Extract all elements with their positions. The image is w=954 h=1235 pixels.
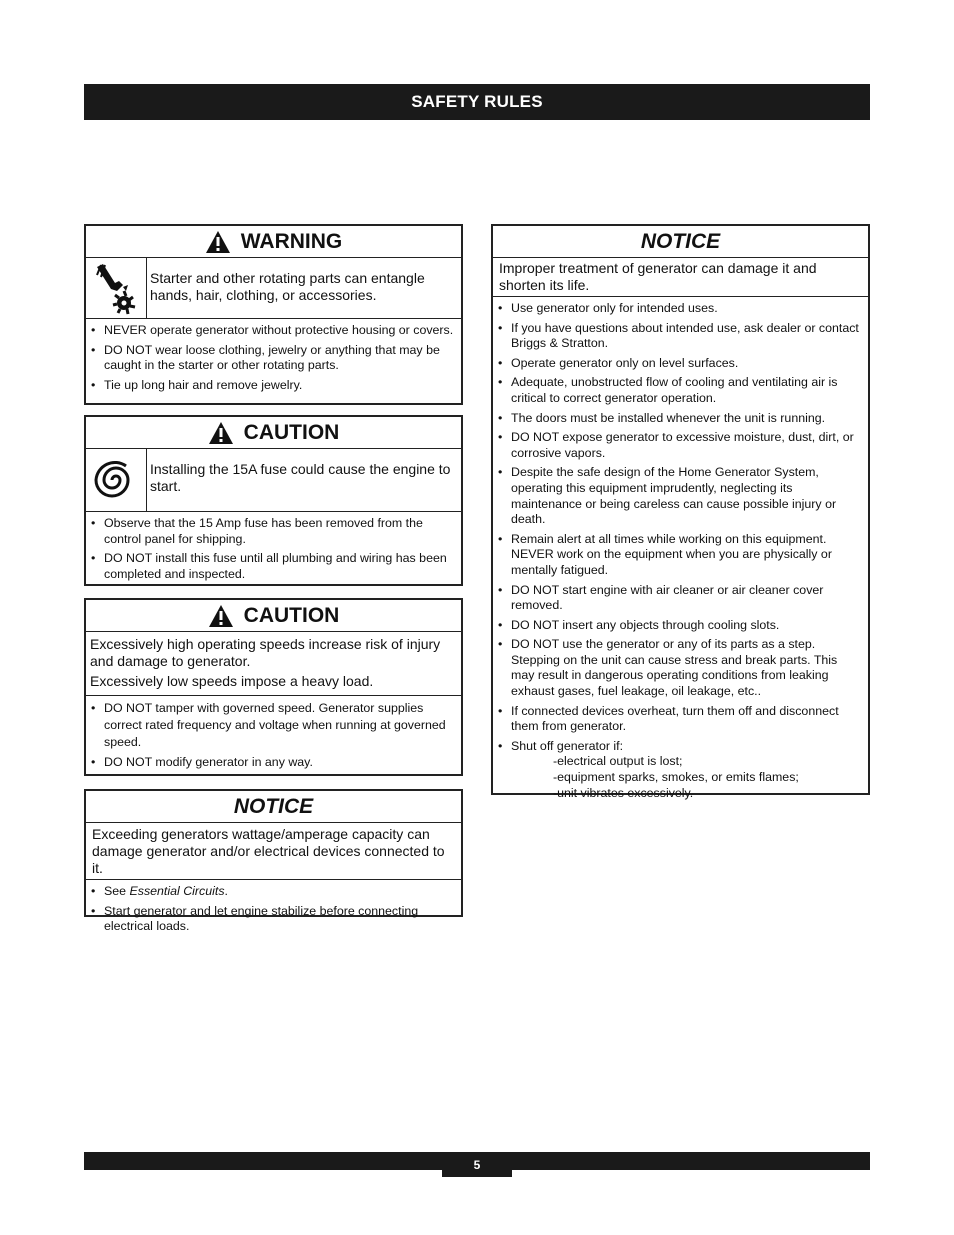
- list-item: • Use generator only for intended uses.: [511, 301, 862, 317]
- list-item: • Remain alert at all times while working on this equipment. NEVER work on the equipment when you are physically or mentally fatigued.: [511, 532, 862, 579]
- notice-capacity-title-bar: [86, 791, 461, 823]
- essential-circuits-reference: Essential Circuits: [129, 884, 225, 898]
- caution-fuse-box: [84, 415, 463, 586]
- warning-bullet-list: [86, 319, 461, 403]
- list-item: • Observe that the 15 Amp fuse has been removed from the control panel for shipping.: [104, 516, 455, 547]
- caution-speed-title-bar: [86, 600, 461, 632]
- page-number-tab: [442, 1152, 512, 1177]
- caution-speed-title: CAUTION: [243, 603, 340, 627]
- list-item: • DO NOT use the generator or any of its parts as a step. Stepping on the unit can cause stress and break parts. This may result in dangerous operating conditions from leaking exhaust gases, fuel leakage, oil leakage, etc..: [511, 637, 862, 699]
- list-item: • DO NOT tamper with governed speed. Generator supplies correct rated frequency and voltage when running at governed speed.: [104, 700, 455, 751]
- list-item: • DO NOT insert any objects through cooling slots.: [511, 618, 862, 634]
- notice-treatment-title: NOTICE: [640, 229, 721, 253]
- caution-fuse-title-bar: [86, 417, 461, 449]
- notice-treatment-title-bar: [493, 226, 868, 258]
- list-item: • If you have questions about intended use, ask dealer or contact Briggs & Stratton.: [511, 321, 862, 352]
- caution-speed-bullet-list: [86, 696, 461, 781]
- caution-fuse-message: Installing the 15A fuse could cause the engine to start.: [150, 461, 451, 494]
- notice-capacity-title: NOTICE: [233, 794, 314, 818]
- list-item: • DO NOT modify generator in any way.: [104, 755, 455, 771]
- list-item: • DO NOT start engine with air cleaner or air cleaner cover removed.: [511, 583, 862, 614]
- notice-capacity-bullet-list: [86, 880, 461, 945]
- shutoff-intro: Shut off generator if:: [511, 738, 624, 753]
- warning-triangle-icon: [208, 604, 234, 628]
- notice-treatment-lead: Improper treatment of generator can damage it and shorten its life.: [493, 258, 868, 297]
- list-item: • NEVER operate generator without protective housing or covers.: [104, 323, 455, 339]
- entanglement-hazard-icon: [86, 258, 147, 318]
- warning-title-bar: [86, 226, 461, 258]
- warning-message-row: [86, 258, 461, 319]
- page-number: 5: [473, 1157, 481, 1172]
- notice-capacity-box: [84, 789, 463, 934]
- caution-speed-box: [84, 598, 463, 776]
- section-title: SAFETY RULES: [411, 92, 543, 111]
- list-item: • Start generator and let engine stabilize before connecting electrical loads.: [104, 904, 455, 935]
- warning-box: [84, 224, 463, 405]
- unexpected-start-icon: [86, 449, 147, 511]
- list-item: • DO NOT install this fuse until all plumbing and wiring has been completed and inspected.: [104, 551, 455, 582]
- warning-message: Starter and other rotating parts can entangle hands, hair, clothing, or accessories.: [150, 270, 425, 303]
- warning-title: WARNING: [240, 229, 343, 253]
- notice-capacity-lead: Exceeding generators wattage/amperage capacity can damage generator and/or electrical devices connected to it.: [86, 823, 461, 880]
- see-suffix: .: [224, 884, 228, 898]
- caution-fuse-message-row: [86, 449, 461, 512]
- see-prefix: See: [104, 884, 130, 898]
- list-item: • Despite the safe design of the Home Generator System, operating this equipment imprudently, neglecting its maintenance or being careless can cause possible injury or death.: [511, 465, 862, 527]
- caution-speed-lead-1: Excessively high operating speeds increase risk of injury and damage to generator.: [90, 636, 441, 669]
- list-item: • The doors must be installed whenever the unit is running.: [511, 411, 862, 427]
- warning-triangle-icon: [208, 421, 234, 445]
- shutoff-condition: -unit vibrates excessively.: [553, 785, 694, 800]
- list-item: • Adequate, unobstructed flow of cooling and ventilating air is critical to correct generator operation.: [511, 375, 862, 406]
- caution-fuse-title: CAUTION: [243, 420, 340, 444]
- notice-treatment-box: [491, 224, 870, 800]
- list-item: • DO NOT expose generator to excessive moisture, dust, dirt, or corrosive vapors.: [511, 430, 862, 461]
- list-item: • DO NOT wear loose clothing, jewelry or anything that may be caught in the starter or other rotating parts.: [104, 343, 455, 374]
- caution-speed-lead: [86, 632, 461, 696]
- warning-triangle-icon: [205, 230, 231, 254]
- section-header: [84, 84, 870, 120]
- notice-treatment-bullet-list: [493, 297, 868, 811]
- list-item: • If connected devices overheat, turn them off and disconnect them from generator.: [511, 704, 862, 735]
- caution-speed-lead-2: Excessively low speeds impose a heavy load.: [90, 673, 374, 689]
- list-item: [104, 884, 455, 900]
- list-item: [511, 739, 862, 801]
- list-item: • Operate generator only on level surfaces.: [511, 356, 862, 372]
- caution-fuse-bullet-list: [86, 512, 461, 592]
- shutoff-condition: -electrical output is lost;: [553, 754, 683, 769]
- list-item: • Tie up long hair and remove jewelry.: [104, 378, 455, 394]
- shutoff-condition: -equipment sparks, smokes, or emits flames;: [553, 770, 799, 785]
